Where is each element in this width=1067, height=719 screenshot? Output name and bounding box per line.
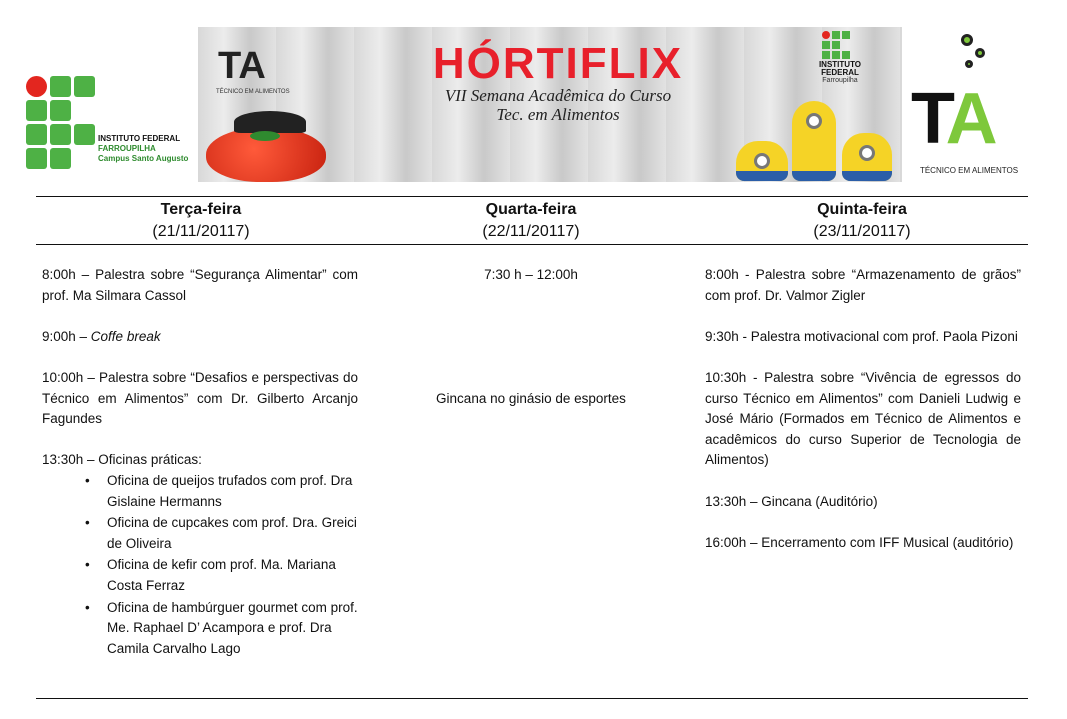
ta-letter-a: A [945, 79, 994, 159]
coffee-break-text: Coffe break [90, 328, 161, 344]
day-date: (23/11/20117) [813, 223, 911, 240]
day-header-tuesday [36, 199, 366, 243]
ta-letters [911, 78, 994, 160]
bubble-icon [961, 34, 973, 46]
header [0, 0, 1067, 190]
ta-right-caption: TÉCNICO EM ALIMENTOS [919, 166, 1019, 175]
ta-logo-right [907, 30, 1027, 180]
wednesday-column [366, 265, 696, 409]
iff-mini-grid-icon [822, 31, 856, 59]
iff-sub1: FARROUPILHA [98, 144, 156, 153]
ta-logo-small [212, 41, 292, 101]
iff-grid-icon [26, 76, 98, 170]
schedule-item: 10:00h – Palestra sobre “Desafios e perspectivas do Técnico em Alimentos” com Dr. Gilberto Arcanjo Fagundes [42, 369, 358, 427]
schedule-item: Gincana no ginásio de esportes [436, 390, 626, 406]
schedule-time: 9:00h – [42, 328, 91, 344]
schedule-item: 8:00h - Palestra sobre “Armazenamento de grãos” com prof. Dr. Valmor Zigler [705, 267, 1021, 303]
day-header-wednesday [366, 199, 696, 243]
iff-logo-inner [800, 31, 880, 91]
list-item: • Oficina de queijos trufados com prof. Dra Gislaine Hermanns [107, 471, 358, 512]
list-item: • Oficina de kefir com prof. Ma. Mariana Costa Ferraz [107, 555, 358, 596]
day-date: (21/11/20117) [152, 223, 250, 240]
list-item: • Oficina de cupcakes com prof. Dra. Greici de Oliveira [107, 513, 358, 554]
event-banner [198, 27, 902, 182]
banner-subtitle-1: VII Semana Acadêmica do Curso [444, 86, 672, 105]
iff-inner-sub: Farroupilha [822, 77, 858, 84]
schedule-item: 16:00h – Encerramento com IFF Musical (auditório) [705, 534, 1014, 550]
iff-inner-name: INSTITUTO FEDERAL [818, 60, 862, 77]
schedule-item: 9:30h - Palestra motivacional com prof. Paola Pizoni [705, 328, 1018, 344]
workshop-list [107, 471, 358, 659]
table-top-rule [36, 196, 1028, 197]
bubble-icon [965, 60, 973, 68]
tuesday-column [42, 265, 358, 660]
bubble-icon [975, 48, 985, 58]
iff-name: INSTITUTO FEDERAL [98, 134, 181, 143]
thursday-column [705, 265, 1021, 574]
ta-small-caption: TÉCNICO EM ALIMENTOS [216, 89, 290, 95]
day-name: Quarta-feira [485, 201, 577, 218]
day-name: Terça-feira [160, 201, 242, 218]
schedule-item: 7:30 h – 12:00h [484, 267, 578, 282]
schedule-item: 8:00h – Palestra sobre “Segurança Alimentar” com prof. Ma Silmara Cassol [42, 267, 358, 303]
list-item: • Oficina de hambúrguer gourmet com prof. Me. Raphael D’ Acampora e prof. Dra Camila Carvalho Lago [107, 598, 358, 660]
ta-small-icon: TA [218, 45, 266, 87]
banner-subtitle-2: Tec. em Alimentos [496, 105, 620, 124]
schedule-item: 13:30h – Gincana (Auditório) [705, 493, 878, 509]
iff-sub2: Campus Santo Augusto [98, 154, 189, 163]
schedule-item [42, 327, 358, 348]
iff-logo-left [26, 76, 201, 176]
schedule-item: 10:30h - Palestra sobre “Vivência de egressos do curso Técnico em Alimentos” com Danieli Ludwig e José Mário (Formados em Técnico de Alimentos e acadêmicos do curso Superior de Tecnologia de Alimentos) [705, 369, 1021, 468]
minions-icon [728, 97, 898, 181]
day-name: Quinta-feira [817, 201, 907, 218]
ta-letter-t: T [911, 79, 946, 159]
iff-logo-text [98, 134, 208, 164]
tomato-icon [206, 119, 326, 179]
day-date: (22/11/20117) [482, 223, 580, 240]
banner-title: HÓRTIFLIX [432, 39, 684, 88]
table-bottom-rule [36, 698, 1028, 699]
day-header-thursday [696, 199, 1028, 243]
schedule-item: 13:30h – Oficinas práticas: [42, 452, 202, 468]
table-header-rule [36, 244, 1028, 245]
